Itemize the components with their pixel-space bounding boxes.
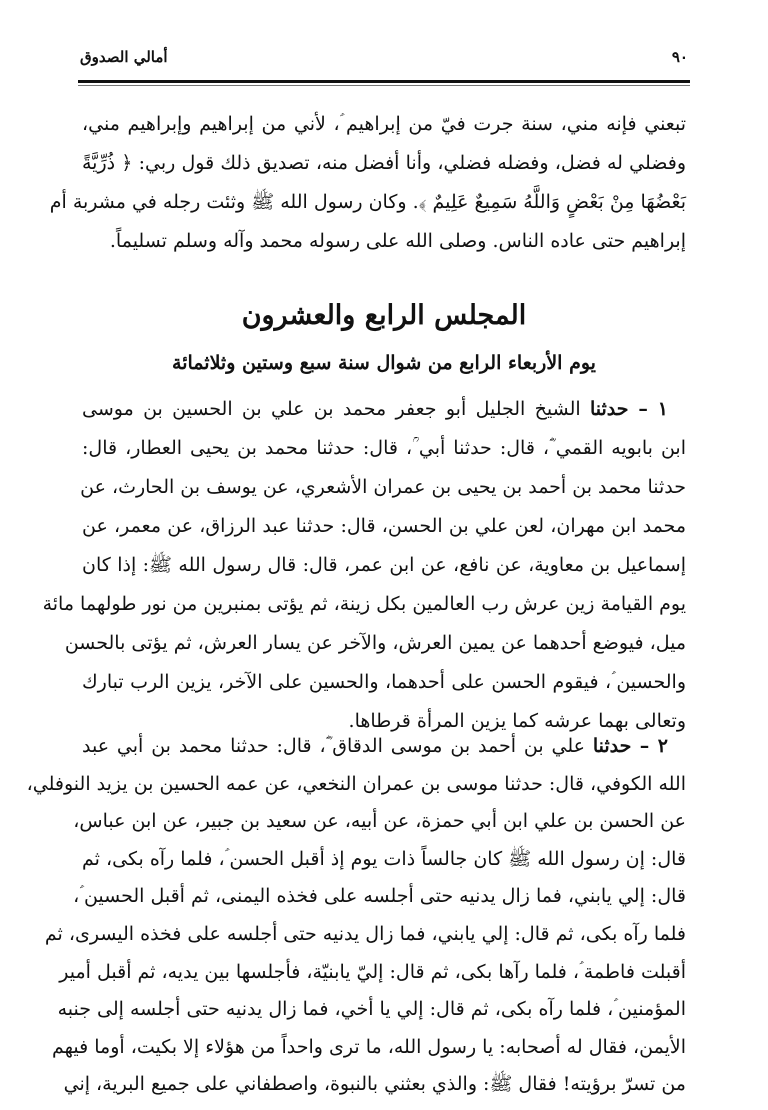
line-text: المؤمنين ؑ، فلما رآه بكى، ثم قال: إلي يا أخي، فما زال يدنيه حتى أجلسه إلى جنبه — [57, 998, 686, 1020]
line-text: تبعني فإنه مني، سنة جرت فيّ من إبراهيم ؑ، لأني من إبراهيم وإبراهيم مني، — [82, 113, 686, 135]
line-text: يوم القيامة زين عرش رب العالمين بكل زينة، ثم يؤتى بمنبرين من نور طولهما مائة — [42, 593, 686, 615]
chapter-title: المجلس الرابع والعشرون — [241, 300, 527, 331]
hadith-lead: ١ – حدثنا — [589, 398, 668, 420]
text-line — [42, 590, 686, 618]
text-line — [26, 770, 686, 798]
line-text: قال: إن رسول الله ﷺ كان جالساً ذات يوم إذ أقبل الحسن ؑ، فلما رآه بكى، ثم — [82, 848, 686, 870]
text-line — [44, 920, 686, 948]
text-line — [82, 434, 686, 462]
text-line — [82, 149, 686, 177]
text-line — [59, 958, 686, 986]
line-text: عن الحسن بن علي ابن أبي حمزة، عن أبيه، عن سعيد بن جبير، عن ابن عباس، — [73, 810, 686, 832]
text-line — [73, 882, 686, 910]
line-text: أقبلت فاطمة ؑ، فلما رآها بكى، ثم قال: إليّ يابنيّة، فأجلسها بين يديه، ثم أقبل أمير — [59, 961, 686, 983]
text-line — [57, 995, 686, 1023]
text-line — [82, 512, 686, 540]
line-text: ابن بابويه القمي ؓ، قال: حدثنا أبي ؒ، قال: حدثنا محمد بن يحيى العطار، قال: — [82, 437, 686, 459]
text-line — [49, 188, 686, 216]
hadith-lead: ٢ – حدثنا — [592, 735, 668, 757]
text-line — [64, 629, 686, 657]
line-text: فلما رآه بكى، ثم قال: إلي يابني، فما زال يدنيه حتى أجلسه على فخذه اليسرى، ثم — [44, 923, 686, 945]
text-line — [82, 668, 686, 696]
line-text: إبراهيم حتى عاده الناس. وصلى الله على رسوله محمد وآله وسلم تسليماً. — [109, 230, 686, 252]
text-line — [82, 707, 686, 735]
text-line — [82, 732, 668, 760]
line-text: من تسرّ برؤيته! فقال ﷺ: والذي بعثني بالنبوة، واصطفاني على جميع البرية، إني — [63, 1073, 686, 1095]
line-text: بَعْضُهَا مِنْ بَعْضٍ وَاللَّهُ سَمِيعٌ عَلِيمٌ ﴾. وكان رسول الله ﷺ وثئت رجله في مشربة أم — [49, 191, 686, 213]
text-line — [82, 110, 686, 138]
line-text: قال: إلي يابني، فما زال يدنيه حتى أجلسه على فخذه اليمنى، ثم أقبل الحسين ؑ، — [73, 885, 686, 907]
text-line — [82, 845, 686, 873]
text-line — [82, 473, 686, 501]
line-text: وتعالى بهما عرشه كما يزين المرأة قرطاها. — [348, 710, 686, 732]
header-rule — [78, 80, 690, 83]
line-text: إسماعيل بن معاوية، عن نافع، عن ابن عمر، قال: قال رسول الله ﷺ: إذا كان — [82, 554, 686, 576]
line-text: علي بن أحمد بن موسى الدقاق ؓ، قال: حدثنا محمد بن أبي عبد — [82, 735, 593, 757]
text-line — [51, 1033, 686, 1061]
line-text: الأيمن، فقال له أصحابه: يا رسول الله، ما ترى واحداً من هؤلاء إلا بكيت، أوما فيهم — [51, 1036, 686, 1058]
running-header-book-title: أمالي الصدوق — [80, 48, 168, 66]
text-line — [82, 227, 686, 255]
line-text: حدثنا محمد بن أحمد بن يحيى بن عمران الأشعري، عن يوسف بن الحارث، عن — [80, 476, 686, 498]
text-line — [63, 1070, 686, 1098]
chapter-subtitle: يوم الأربعاء الرابع من شوال سنة سبع وستين وثلاثمائة — [172, 352, 596, 374]
line-text: وفضلي له فضل، وفضله فضلي، وأنا أفضل منه، تصديق ذلك قول ربي: ﴿ ذُرِّيَّةً — [82, 152, 686, 174]
line-text: محمد ابن مهران، لعن علي بن الحسن، قال: حدثنا عبد الرزاق، عن معمر، عن — [82, 515, 686, 537]
text-line — [82, 395, 668, 423]
text-line — [82, 551, 686, 579]
line-text: والحسين ؑ، فيقوم الحسن على أحدهما، والحسين على الآخر، يزين الرب تبارك — [82, 671, 686, 693]
line-text: ميل، فيوضع أحدهما عن يمين العرش، والآخر عن يسار العرش، ثم يؤتى بالحسن — [64, 632, 686, 654]
page-number: ٩٠ — [671, 48, 688, 66]
line-text: الله الكوفي، قال: حدثنا موسى بن عمران النخعي، عن عمه الحسين بن يزيد النوفلي، — [26, 773, 686, 795]
header-rule-thin — [78, 85, 690, 86]
text-line — [73, 807, 686, 835]
line-text: الشيخ الجليل أبو جعفر محمد بن علي بن الحسين بن موسى — [82, 398, 590, 420]
